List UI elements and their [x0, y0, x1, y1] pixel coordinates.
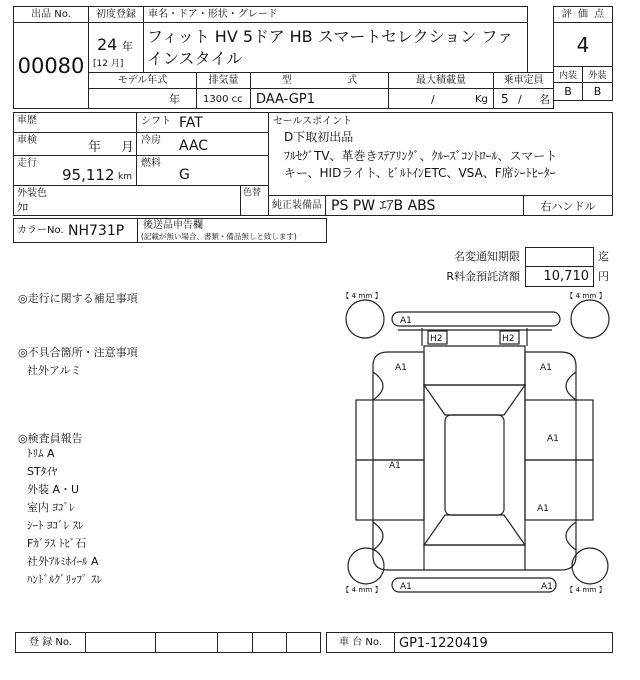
mileage-cell [13, 155, 137, 186]
history-cell [13, 112, 137, 133]
left-rear-wheel-arch [373, 522, 383, 550]
sales-point-box [268, 112, 613, 196]
front-bumper [392, 312, 560, 326]
car-name-label: 車名・ドア・形状・グレード [143, 6, 528, 23]
recycle-fee-value: 10,710 [525, 266, 594, 287]
model-code: DAA-GP1 [256, 92, 315, 107]
color-no-cell [13, 218, 138, 243]
fuel-label: 燃料 [141, 158, 161, 169]
rear-bumper [392, 578, 556, 592]
right-rear-wheel-arch [566, 522, 576, 550]
displacement-value-cell [196, 88, 251, 109]
color-change-cell [240, 185, 269, 216]
first-registration-year-unit: 年 [122, 40, 133, 53]
tire-depth-rear-right: 【 4 mm 】 [566, 586, 605, 594]
name-change-deadline-box [525, 247, 594, 267]
damage-mark-front-bumper: A1 [400, 316, 412, 326]
later-items-cell [137, 218, 327, 243]
tire-front-right [571, 300, 609, 338]
capacity-unit: 名 [539, 93, 550, 106]
sales-point-line: ﾌﾙｾｸﾞTV、革巻きｽﾃｱﾘﾝｸﾞ、ｸﾙｰｽﾞｺﾝﾄﾛｰﾙ、スマート [284, 149, 558, 163]
damage-mark-right-front-fender: A1 [540, 363, 552, 373]
displacement-label: 排気量 [196, 72, 251, 89]
damage-mark-left-front-fender: A1 [395, 363, 407, 373]
name-change-deadline-label: 名変通知期限 [454, 250, 520, 263]
model-year-value [88, 88, 197, 109]
sales-point-line: キー、HIDライト、ﾋﾞﾙﾄｲﾝETC、VSA、F席ｼｰﾄﾋｰﾀｰ [284, 166, 556, 180]
equipment-label: 純正装備品 [268, 195, 326, 216]
equipment-value: PS PW ｴｱB ABS [331, 198, 436, 214]
later-items-note: (記載が無い場合、書類・備品無しと致します) [141, 232, 297, 241]
first-registration-label: 初度登録 [88, 6, 144, 23]
inspection-year-unit: 年 [88, 140, 102, 155]
model-code-cell [250, 88, 389, 109]
history-label: 車歴 [17, 115, 37, 126]
displacement-value: 1300 cc [203, 94, 243, 105]
hood-panel [424, 346, 525, 385]
name-change-deadline-unit: 迄 [598, 250, 609, 263]
inspector-item: ｼｰﾄ ﾖｺﾞﾚ ｽﾚ [27, 519, 84, 532]
vehicle-damage-diagram [338, 288, 612, 600]
capacity-value: 5 [501, 92, 509, 106]
tire-depth-front-right: 【 4 mm 】 [566, 292, 605, 300]
lot-no: 00080 [13, 22, 89, 109]
trunk-lid [424, 545, 525, 570]
later-items-label: 後送品申告欄 [143, 220, 203, 231]
exterior-color-cell [13, 185, 241, 216]
max-load-unit: Kg [475, 94, 488, 105]
inspector-item: STﾀｲﾔ [27, 465, 58, 478]
right-front-wheel-arch [566, 372, 576, 400]
shift-label: シフト [141, 116, 171, 127]
chassis-no-label: 車 台 No. [326, 632, 395, 653]
inspector-item: ﾄﾘﾑ A [27, 447, 55, 460]
shift-cell [136, 112, 269, 133]
score-value: 4 [553, 22, 613, 67]
mileage-value: 95,112 [62, 166, 115, 184]
ac-label: 冷房 [141, 135, 161, 146]
mileage-unit: km [118, 172, 132, 182]
score-label: 評 価 点 [553, 6, 613, 23]
damage-mark-right-front-door: A1 [547, 434, 559, 444]
defect-item: 社外アルミ [27, 364, 82, 377]
tire-depth-front-left: 【 4 mm 】 [342, 292, 381, 300]
interior-label: 内装 [553, 66, 583, 83]
windshield [424, 385, 525, 415]
inspector-item: 社外ｱﾙﾐﾎｲｰﾙ A [27, 555, 99, 568]
chassis-no-cell [394, 632, 613, 653]
color-no-label: カラーNo. [17, 225, 64, 236]
left-front-wheel-arch [373, 372, 383, 400]
inspector-item: 外装 A・U [27, 483, 80, 496]
mileage-label: 走行 [17, 158, 37, 169]
tire-rear-right [572, 548, 608, 584]
car-name: フィット HV 5ドア HB スマートセレクション ファインスタイル [143, 22, 528, 73]
recycle-fee-label: R料金預託済額 [446, 270, 520, 283]
color-no-value: NH731P [68, 223, 125, 239]
capacity-label: 乗車定員 [493, 72, 554, 89]
capacity-separator: / [518, 93, 522, 106]
tire-rear-left [348, 548, 384, 584]
right-front-door [525, 400, 593, 460]
damage-mark-left-door: A1 [389, 461, 401, 471]
equipment-cell [325, 195, 524, 216]
tire-front-left [346, 300, 384, 338]
registration-no-cell [286, 632, 321, 653]
steering-side: 右ハンドル [523, 195, 613, 216]
sales-point-label: セールスポイント [273, 116, 353, 127]
inspector-item: ﾊﾝﾄﾞﾙｸﾞﾘｯﾌﾟ ｽﾚ [27, 573, 102, 586]
model-year-unit: 年 [169, 93, 180, 106]
registration-no-cell [85, 632, 156, 653]
sales-point-line: D下取初出品 [284, 130, 354, 144]
chassis-no-value: GP1-1220419 [399, 636, 488, 651]
left-rear-quarter [373, 520, 424, 570]
rear-window [424, 515, 525, 545]
defects-heading: ◎不具合箇所・注意事項 [18, 346, 138, 359]
inspection-cell [13, 132, 137, 156]
lot-no-label: 出品 No. [13, 6, 89, 23]
inspection-label: 車検 [17, 135, 37, 146]
fuel-value: G [179, 167, 190, 183]
ac-cell [136, 132, 269, 156]
first-registration-year: 24 [97, 35, 118, 54]
exterior-color-label: 外装色 [17, 188, 47, 199]
inspector-item: Fｶﾞﾗｽ ﾄﾋﾞ石 [27, 537, 87, 550]
max-load-label: 最大積載量 [388, 72, 494, 89]
damage-mark-rear-bumper-left: A1 [400, 582, 412, 592]
registration-no-label: 登 録 No. [15, 632, 86, 653]
driving-notes-heading: ◎走行に関する補足事項 [18, 292, 138, 305]
first-registration-value [88, 22, 144, 73]
registration-no-cell [252, 632, 287, 653]
tire-depth-rear-left: 【 4 mm 】 [342, 586, 381, 594]
model-year-label: モデル年式 [88, 72, 197, 89]
left-front-door [356, 400, 424, 460]
capacity-cell [493, 88, 554, 109]
inspector-report-heading: ◎検査員報告 [18, 432, 83, 445]
exterior-grade: B [582, 82, 613, 101]
recycle-fee-unit: 円 [598, 270, 609, 283]
inspection-month-unit: 月 [121, 140, 135, 155]
registration-no-cell [217, 632, 253, 653]
exterior-label: 外装 [582, 66, 613, 83]
right-rear-quarter [525, 520, 576, 570]
model-code-label: 型 式 [250, 72, 389, 89]
damage-mark-headlight-right: H2 [502, 334, 515, 344]
damage-mark-right-rear-door: A1 [537, 504, 549, 514]
roof-panel [445, 415, 504, 515]
shift-value: FAT [179, 115, 203, 131]
damage-mark-rear-bumper-right: A1 [541, 582, 553, 592]
interior-grade: B [553, 82, 583, 101]
first-registration-month: [12 月] [93, 59, 124, 69]
max-load-cell [388, 88, 494, 109]
fuel-cell [136, 155, 269, 186]
damage-mark-headlight-left: H2 [430, 334, 443, 344]
color-change-label: 色替 [243, 188, 262, 198]
inspector-item: 室内 ﾖｺﾞﾚ [27, 501, 75, 514]
registration-no-cell [155, 632, 218, 653]
right-rear-door [525, 460, 593, 520]
exterior-color-value: ｸﾛ [17, 201, 28, 214]
max-load-separator: / [431, 93, 435, 106]
ac-value: AAC [179, 138, 209, 154]
